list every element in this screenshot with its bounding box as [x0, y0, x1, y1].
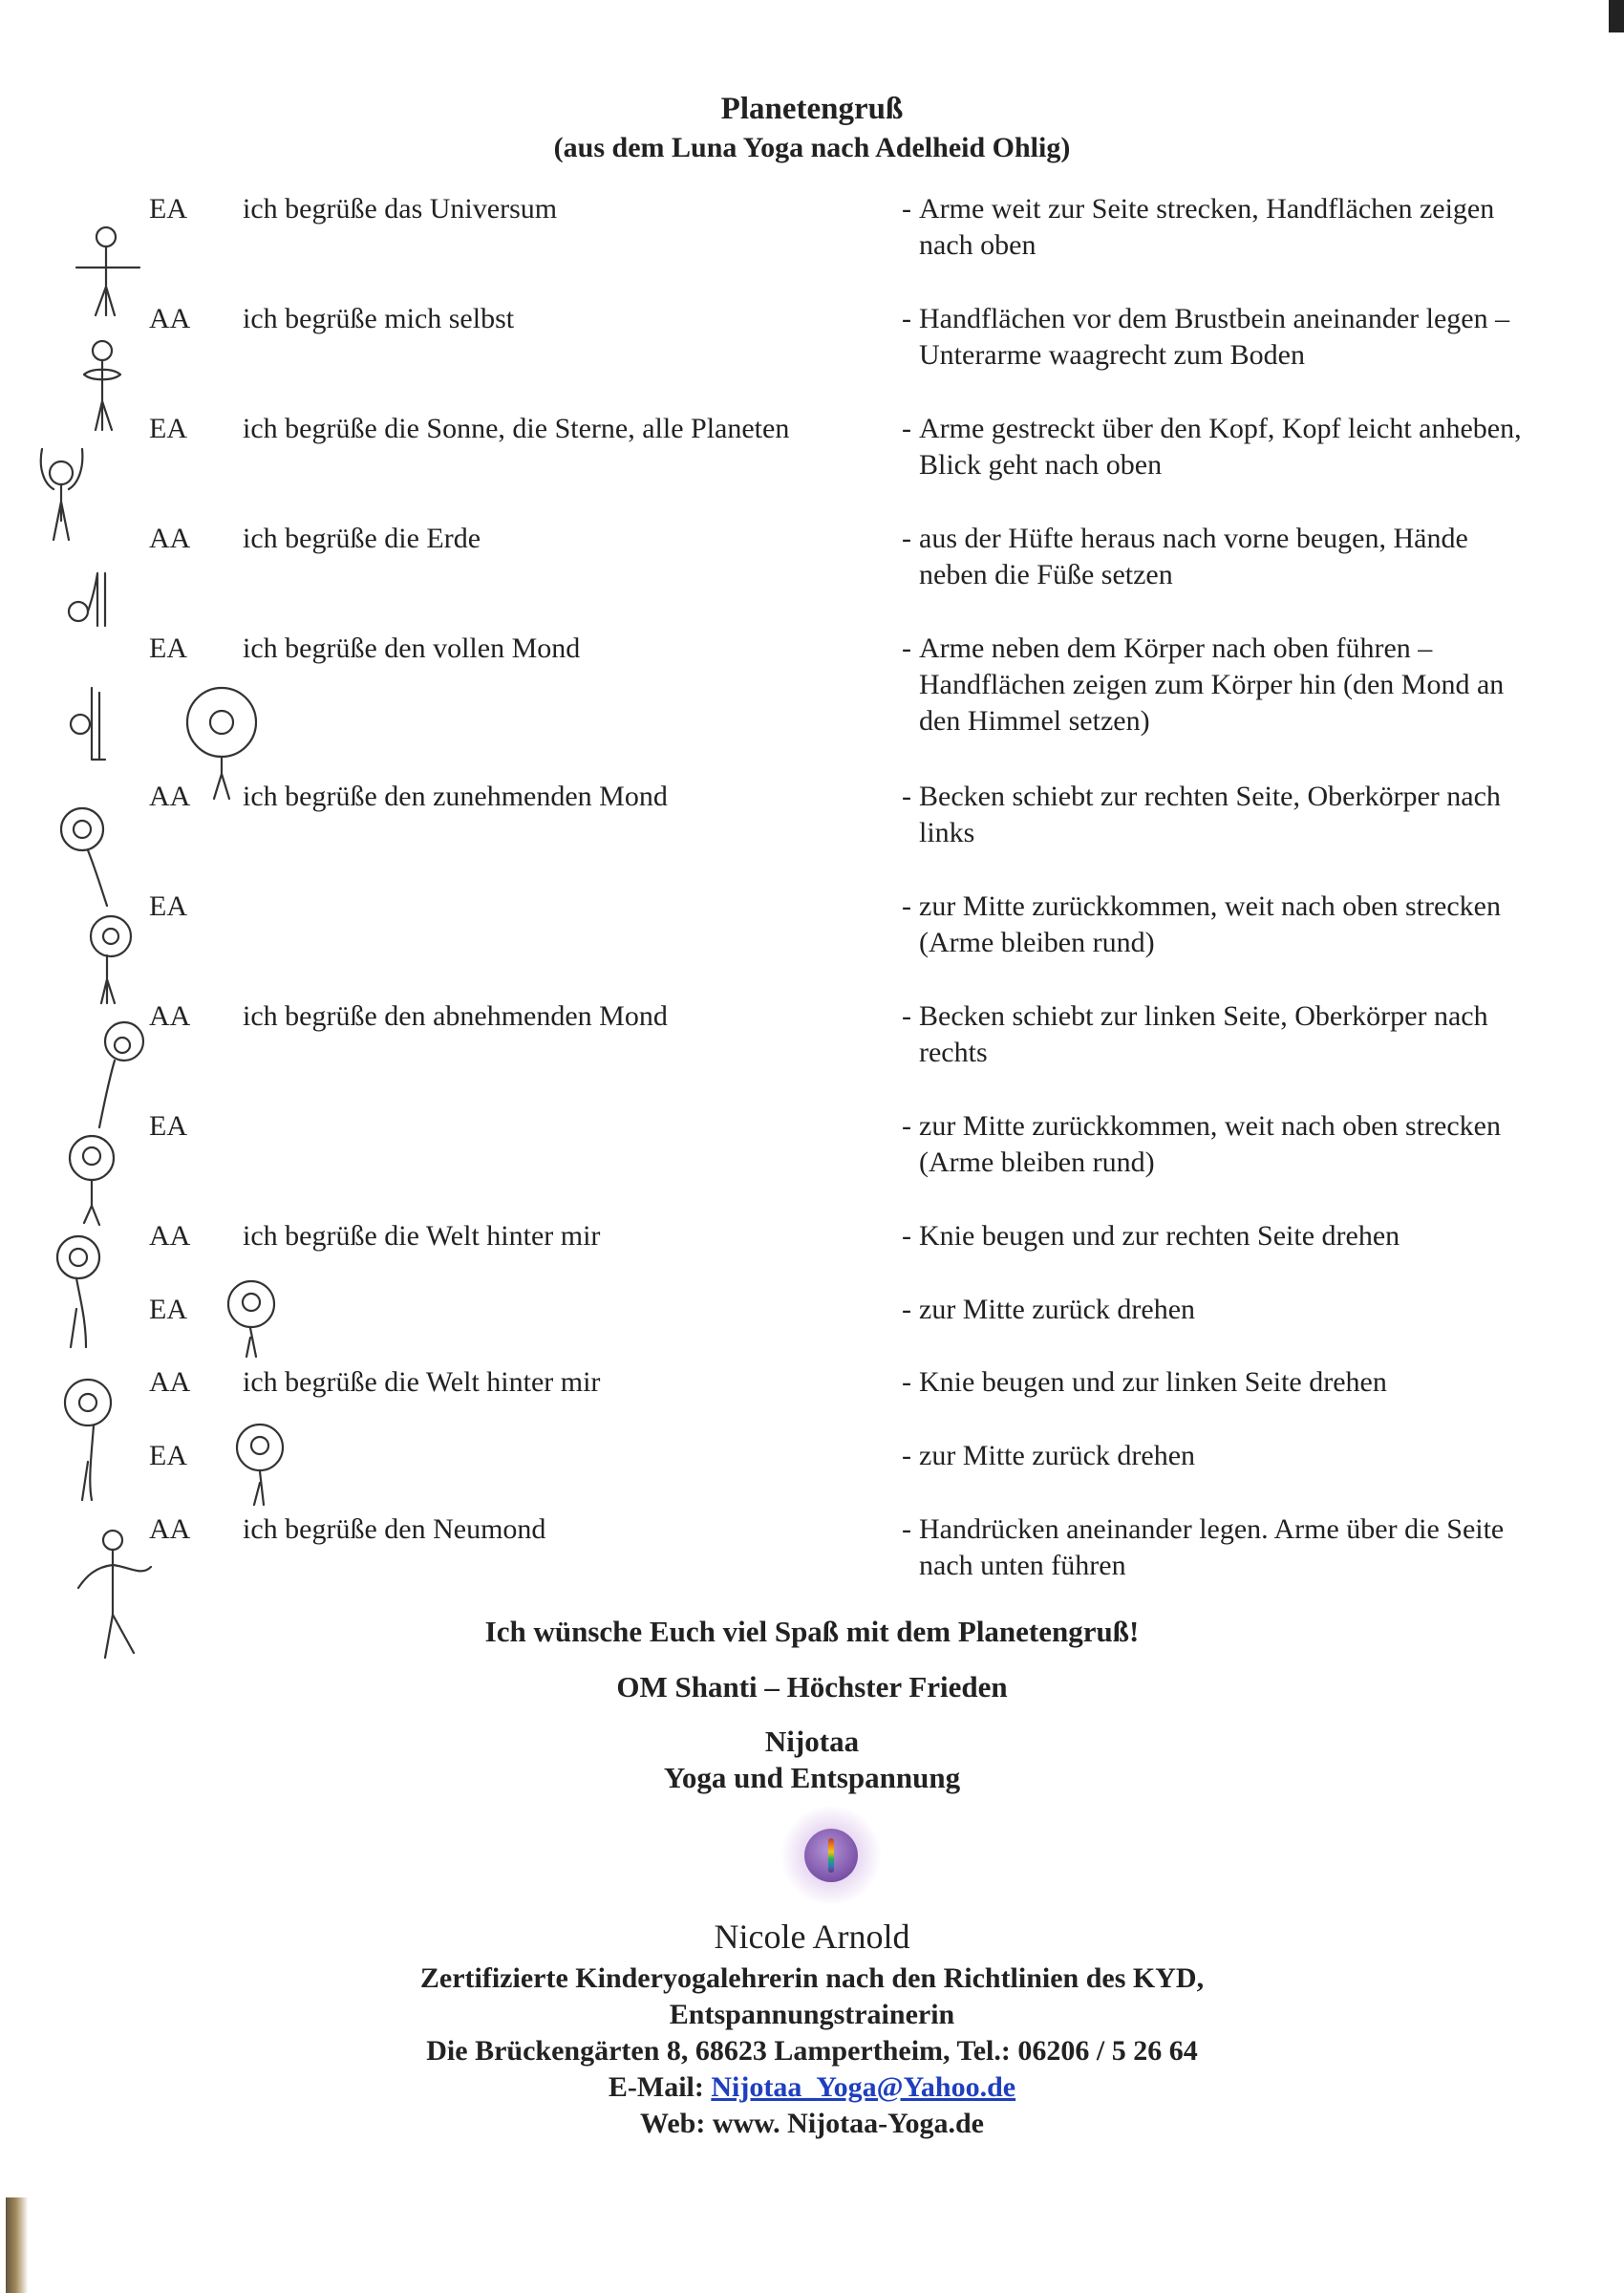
bullet-dash: - — [902, 303, 911, 334]
breath-code: EA — [149, 1110, 187, 1142]
greeting-phrase: ich begrüße das Universum — [243, 193, 558, 225]
movement-instruction — [902, 301, 1532, 374]
web-line: Web: www. Nijotaa-Yoga.de — [640, 2108, 984, 2139]
brand-name: Nijotaa — [764, 1725, 860, 1758]
breath-code: EA — [149, 890, 187, 922]
breath-code: AA — [149, 303, 191, 334]
instruction-text: Arme gestreckt über den Kopf, Kopf leicht anheben, Blick geht nach oben — [919, 413, 1522, 481]
bullet-dash: - — [902, 1440, 911, 1471]
instruction-text: Arme weit zur Seite strecken, Handflächen zeigen nach oben — [919, 193, 1495, 261]
qualification-line: Entspannungstrainerin — [669, 1999, 955, 2030]
bullet-dash: - — [902, 1220, 911, 1252]
header — [0, 88, 1624, 166]
stick-figure-hands-together-icon — [84, 341, 120, 430]
greeting-phrase: ich begrüße die Welt hinter mir — [243, 1220, 601, 1252]
instruction-text: Arme neben dem Körper nach oben führen – Handflächen zeigen zum Körper hin (den Mond an den Himmel setzen) — [919, 632, 1505, 737]
page-subtitle: (aus dem Luna Yoga nach Adelheid Ohlig) — [553, 132, 1071, 163]
stick-figure-crescent-right-icon — [61, 808, 107, 906]
stick-figure-forward-bend-icon — [69, 573, 105, 626]
bullet-dash: - — [902, 1366, 911, 1398]
movement-instruction — [902, 1364, 1532, 1401]
contact-block — [0, 1961, 1624, 2142]
scan-edge-mark — [6, 2197, 31, 2293]
movement-instruction — [902, 1292, 1532, 1328]
greeting-phrase: ich begrüße mich selbst — [243, 303, 515, 334]
movement-instruction — [902, 191, 1532, 264]
movement-instruction — [902, 998, 1532, 1071]
movement-instruction — [902, 1438, 1532, 1474]
email-link[interactable]: Nijotaa_Yoga@Yahoo.de — [711, 2071, 1016, 2103]
movement-instruction — [902, 1108, 1532, 1181]
stick-figure-full-moon-icon — [71, 688, 105, 760]
qualification-line: Zertifizierte Kinderyogalehrerin nach den Richtlinien des KYD, — [419, 1962, 1205, 1994]
movement-instruction — [902, 631, 1532, 739]
stick-figure-center-icon — [237, 1425, 283, 1505]
scan-edge-mark — [1609, 0, 1624, 32]
bullet-dash: - — [902, 523, 911, 554]
greeting-phrase: ich begrüße den zunehmenden Mond — [243, 781, 668, 812]
chakra-bar-icon — [828, 1838, 834, 1873]
logo-disc — [804, 1829, 858, 1882]
stick-figure-arms-up-icon — [41, 449, 83, 540]
instruction-text: zur Mitte zurückkommen, weit nach oben strecken (Arme bleiben rund) — [919, 1110, 1501, 1178]
breath-code: AA — [149, 523, 191, 554]
email-line — [0, 2069, 1624, 2106]
bullet-dash: - — [902, 781, 911, 812]
instruction-text: zur Mitte zurückkommen, weit nach oben strecken (Arme bleiben rund) — [919, 890, 1501, 958]
greeting-phrase: ich begrüße die Sonne, die Sterne, alle Planeten — [243, 413, 790, 444]
breath-code: AA — [149, 781, 191, 812]
stick-figure-center-icon — [228, 1281, 274, 1357]
breath-code: EA — [149, 1440, 187, 1471]
movement-instruction — [902, 779, 1532, 851]
bullet-dash: - — [902, 632, 911, 664]
breath-code: AA — [149, 1513, 191, 1545]
stick-figure-arms-wide-icon — [76, 227, 139, 315]
movement-instruction — [902, 889, 1532, 961]
instruction-text: Knie beugen und zur rechten Seite drehen — [919, 1220, 1400, 1252]
instruction-text: Handflächen vor dem Brustbein aneinander legen – Unterarme waagrecht zum Boden — [919, 303, 1510, 371]
instruction-text: aus der Hüfte heraus nach vorne beugen, Hände neben die Füße setzen — [919, 523, 1468, 590]
bullet-dash: - — [902, 1294, 911, 1325]
instruction-text: Handrücken aneinander legen. Arme über die Seite nach unten führen — [919, 1513, 1505, 1581]
brand-tagline: Yoga und Entspannung — [663, 1761, 961, 1794]
stick-figure-twist-left-icon — [65, 1380, 111, 1500]
chakra-logo-icon — [781, 1806, 881, 1905]
instruction-text: Knie beugen und zur linken Seite drehen — [919, 1366, 1387, 1398]
breath-code: AA — [149, 1000, 191, 1032]
breath-code: EA — [149, 413, 187, 444]
address-line: Die Brückengärten 8, 68623 Lampertheim, Tel.: 06206 / 5 26 64 — [426, 2035, 1198, 2067]
breath-code: EA — [149, 193, 187, 225]
bullet-dash: - — [902, 1513, 911, 1545]
instruction-text: Becken schiebt zur linken Seite, Oberkörper nach rechts — [919, 1000, 1488, 1068]
bullet-dash: - — [902, 193, 911, 225]
breath-code: AA — [149, 1366, 191, 1398]
bullet-dash: - — [902, 1110, 911, 1142]
page-title: Planetengruß — [720, 92, 904, 126]
stick-figure-center-icon — [70, 1136, 114, 1225]
bullet-dash: - — [902, 1000, 911, 1032]
bullet-dash: - — [902, 413, 911, 444]
greeting-phrase: ich begrüße den abnehmenden Mond — [243, 1000, 668, 1032]
instruction-text: zur Mitte zurück drehen — [919, 1440, 1196, 1471]
stick-figure-twist-right-icon — [57, 1236, 99, 1347]
movement-instruction — [902, 1218, 1532, 1254]
instruction-text: Becken schiebt zur rechten Seite, Oberkörper nach links — [919, 781, 1501, 848]
movement-instruction — [902, 1511, 1532, 1584]
greeting-phrase: ich begrüße die Erde — [243, 523, 481, 554]
bullet-dash: - — [902, 890, 911, 922]
movement-instruction — [902, 521, 1532, 593]
breath-code: AA — [149, 1220, 191, 1252]
closing-wish: Ich wünsche Euch viel Spaß mit dem Planetengruß! — [484, 1615, 1140, 1648]
greeting-phrase: ich begrüße den Neumond — [243, 1513, 546, 1545]
movement-instruction — [902, 411, 1532, 483]
closing-blessing: OM Shanti – Höchster Frieden — [616, 1670, 1008, 1704]
greeting-phrase: ich begrüße die Welt hinter mir — [243, 1366, 601, 1398]
stick-figure-crescent-left-icon — [99, 1022, 143, 1127]
author-name: Nicole Arnold — [714, 1918, 910, 1956]
breath-code: EA — [149, 632, 187, 664]
breath-code: EA — [149, 1294, 187, 1325]
stick-figure-center-icon — [91, 916, 131, 1003]
instruction-text: zur Mitte zurück drehen — [919, 1294, 1196, 1325]
greeting-phrase: ich begrüße den vollen Mond — [243, 632, 581, 664]
email-label: E-Mail: — [608, 2071, 704, 2103]
brand-block — [0, 1724, 1624, 1796]
